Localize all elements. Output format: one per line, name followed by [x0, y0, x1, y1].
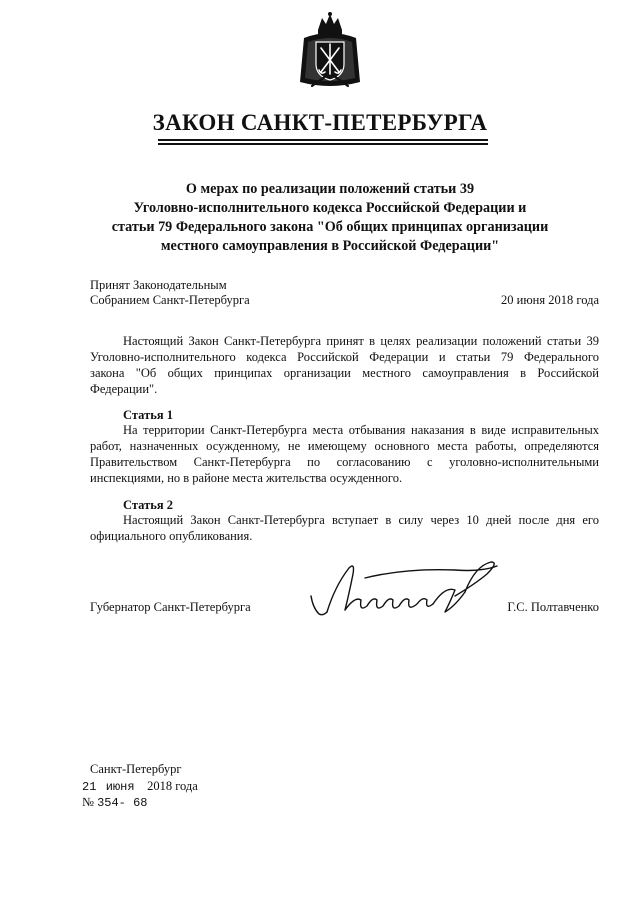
subject-line: Уголовно-исполнительного кодекса Российской Федерации и	[133, 200, 527, 216]
law-subject	[90, 180, 570, 256]
signatory-title: Губернатор Санкт-Петербурга	[90, 600, 251, 614]
adopted-date: 20 июня 2018 года	[501, 293, 599, 307]
handwritten-signature	[305, 556, 505, 626]
adopted-by-line: Собранием Санкт-Петербурга	[90, 293, 250, 307]
signing-date	[82, 779, 198, 794]
title-rule-bottom	[158, 143, 488, 145]
article-2-line: официального опубликования.	[90, 529, 253, 543]
article-1-heading: Статья 1	[123, 408, 173, 422]
subject-line: статьи 79 Федерального закона "Об общих принципах организации	[111, 219, 549, 235]
subject-line: О мерах по реализации положений статьи 39	[185, 181, 475, 197]
preamble-line: Уголовно-исполнительного кодекса Российской Федерации и статьи 79 Федерального	[90, 350, 599, 364]
adopted-by	[90, 278, 250, 308]
article-2-body	[90, 512, 599, 544]
article-1-line: инспекциями, но в районе места жительства осужденного.	[90, 471, 403, 485]
signatory-name: Г.С. Полтавченко	[507, 600, 599, 614]
subject-line: местного самоуправления в Российской Федерации"	[160, 238, 500, 254]
law-number	[82, 795, 147, 810]
coat-of-arms-emblem	[296, 12, 364, 92]
article-1-line: Правительством Санкт-Петербурга по согласованию с уголовно-исполнительными	[90, 455, 599, 469]
preamble-line: закона "Об общих принципах организации местного самоуправления в Российской	[90, 366, 599, 380]
preamble-line: Настоящий Закон Санкт-Петербурга принят в целях реализации положений статьи 39	[123, 334, 599, 348]
number-sign: №	[82, 795, 94, 809]
signing-day: 21	[82, 780, 97, 794]
document-title: ЗАКОН САНКТ-ПЕТЕРБУРГА	[152, 110, 488, 135]
signing-month: июня	[105, 780, 135, 794]
preamble-line: Федерации".	[90, 382, 158, 396]
article-1-line: работ, назначенных осужденному, не имеющему основного места работы, определяются	[90, 439, 599, 453]
preamble	[90, 333, 599, 397]
adopted-by-line: Принят Законодательным	[90, 278, 227, 292]
signing-place: Санкт-Петербург	[90, 762, 182, 776]
article-1-body	[90, 422, 599, 486]
article-2-line: Настоящий Закон Санкт-Петербурга вступает в силу через 10 дней после дня его	[123, 513, 599, 527]
article-1-line: На территории Санкт-Петербурга места отбывания наказания в виде исправительных	[123, 423, 599, 437]
number-value: 354- 68	[97, 796, 148, 810]
title-rule-top	[158, 139, 488, 141]
signing-year: 2018 года	[147, 779, 198, 793]
article-2-heading: Статья 2	[123, 498, 173, 512]
